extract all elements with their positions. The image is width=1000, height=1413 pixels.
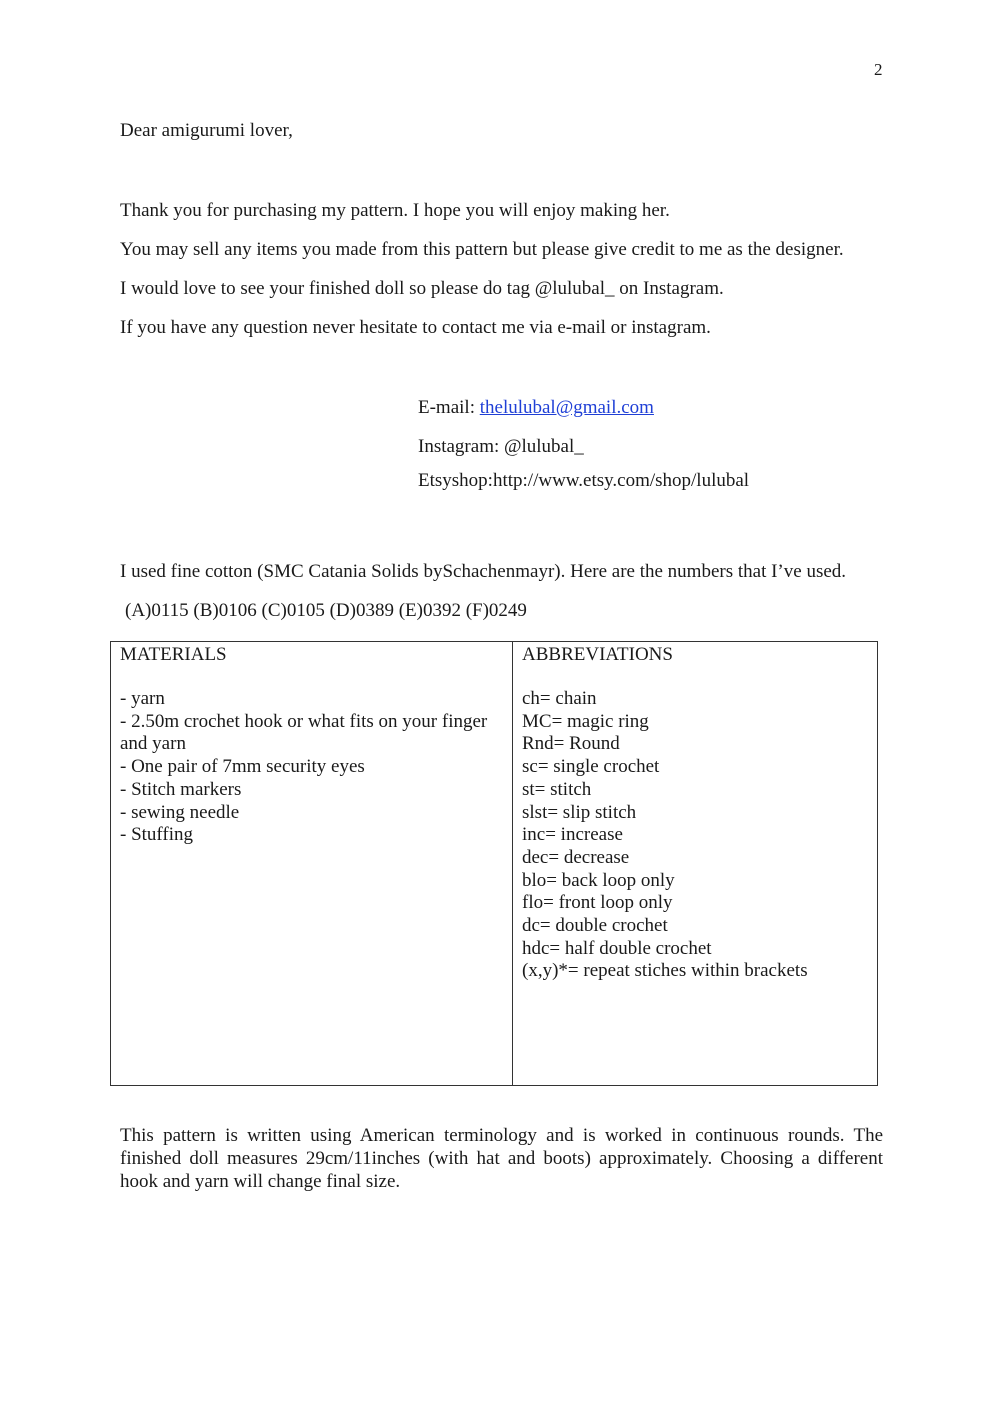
yarn-note: I used fine cotton (SMC Catania Solids bySchachenmayr). Here are the numbers that I’ve used.: [120, 561, 847, 582]
abbreviations-cell: [513, 642, 878, 1086]
materials-item: - Stitch markers: [120, 778, 242, 800]
contact-block: [418, 396, 898, 492]
materials-abbreviations-table: [110, 641, 878, 1086]
materials-heading: MATERIALS: [120, 644, 227, 665]
intro-paragraph: Thank you for purchasing my pattern. I hope you will enjoy making her.: [120, 200, 670, 221]
abbreviation-item: Rnd= Round: [522, 733, 620, 755]
closing-paragraph: This pattern is written using American terminology and is worked in continuous rounds. The finished doll measures 29cm/11inches (with hat and boots) approximately. Choosing a different hook and yarn will change final size.: [120, 1125, 883, 1192]
etsy-line: Etsyshop:http://www.etsy.com/shop/lulubal: [418, 470, 750, 491]
intro-section: [120, 199, 900, 355]
abbreviation-item: dc= double crochet: [522, 915, 668, 937]
abbreviation-item: (x,y)*= repeat stiches within brackets: [522, 960, 808, 982]
page-number: 2: [874, 60, 883, 79]
abbreviation-item: st= stitch: [522, 778, 592, 800]
abbreviation-item: flo= front loop only: [522, 892, 673, 914]
yarn-numbers: (A)0115 (B)0106 (C)0105 (D)0389 (E)0392 (F)0249: [125, 600, 527, 621]
abbreviation-item: inc= increase: [522, 824, 623, 846]
abbreviation-item: hdc= half double crochet: [522, 937, 712, 959]
email-label: E-mail:: [418, 397, 480, 418]
email-line: [418, 396, 898, 419]
materials-item: - One pair of 7mm security eyes: [120, 756, 365, 778]
materials-list: [120, 688, 504, 847]
materials-item: - yarn: [120, 688, 165, 709]
materials-cell: [111, 642, 513, 1086]
abbreviation-item: blo= back loop only: [522, 869, 675, 891]
intro-paragraph: If you have any question never hesitate to contact me via e-mail or instagram.: [120, 317, 711, 338]
materials-item: - sewing needle: [120, 801, 240, 823]
intro-paragraph: I would love to see your finished doll so please do tag @lulubal_ on Instagram.: [120, 278, 724, 299]
instagram-line: Instagram: @lulubal_: [418, 436, 584, 457]
materials-item: - Stuffing: [120, 824, 194, 846]
abbreviation-item: ch= chain: [522, 688, 597, 709]
email-link[interactable]: thelulubal@gmail.com: [479, 397, 654, 418]
abbreviation-item: slst= slip stitch: [522, 801, 637, 823]
abbreviations-list: [522, 688, 869, 983]
materials-item: - 2.50m crochet hook or what fits on your finger and yarn: [120, 710, 488, 755]
abbreviation-item: sc= single crochet: [522, 756, 660, 778]
greeting: Dear amigurumi lover,: [120, 120, 293, 141]
intro-paragraph: You may sell any items you made from this pattern but please give credit to me as the designer.: [120, 239, 844, 260]
abbreviation-item: MC= magic ring: [522, 710, 649, 732]
abbreviation-item: dec= decrease: [522, 846, 630, 868]
abbreviations-heading: ABBREVIATIONS: [522, 644, 673, 665]
